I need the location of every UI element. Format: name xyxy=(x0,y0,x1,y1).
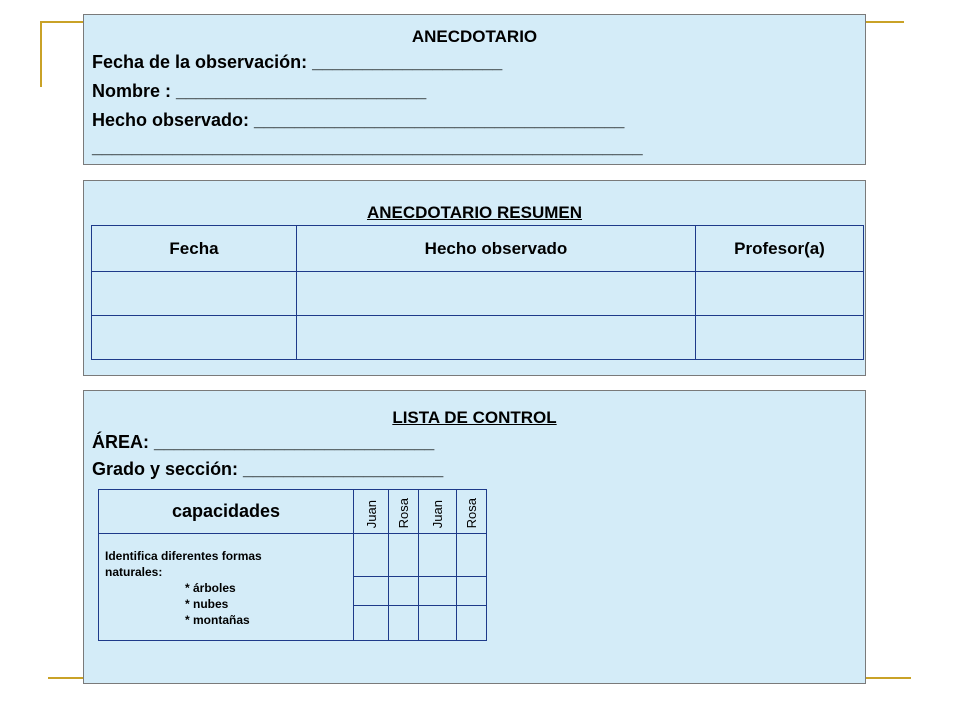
anecdotario-title: ANECDOTARIO xyxy=(411,27,538,46)
header-fecha: Fecha xyxy=(92,226,297,272)
frame-line-bottom-left xyxy=(48,677,84,679)
student-header-1 xyxy=(354,490,389,534)
check-cell[interactable] xyxy=(419,534,457,577)
check-cell[interactable] xyxy=(457,606,487,641)
check-cell[interactable] xyxy=(389,534,419,577)
capacidades-label: capacidades xyxy=(171,501,281,521)
check-cell[interactable] xyxy=(389,606,419,641)
capacidad-item xyxy=(99,534,354,641)
frame-line-top-left xyxy=(40,21,85,23)
cell-hecho-2[interactable] xyxy=(297,316,696,360)
capacidad-sub-3: * montañas xyxy=(185,613,250,627)
cell-profesor-1[interactable] xyxy=(696,272,864,316)
check-cell[interactable] xyxy=(457,577,487,606)
check-cell[interactable] xyxy=(354,534,389,577)
check-cell[interactable] xyxy=(419,606,457,641)
student-header-4 xyxy=(457,490,487,534)
check-cell[interactable] xyxy=(354,577,389,606)
student-name-1: Juan xyxy=(363,499,379,528)
nombre-field[interactable]: Nombre : _________________________ xyxy=(92,81,427,101)
student-name-3: Juan xyxy=(430,499,445,528)
area-field[interactable]: ÁREA: ____________________________ xyxy=(92,432,435,452)
student-header-3 xyxy=(419,490,457,534)
anecdotario-panel xyxy=(83,14,866,165)
lista-panel xyxy=(83,390,866,684)
header-hecho: Hecho observado xyxy=(297,226,696,272)
check-cell[interactable] xyxy=(354,606,389,641)
capacidades-header xyxy=(99,490,354,534)
student-name-4: Rosa xyxy=(464,497,479,528)
resumen-title: ANECDOTARIO RESUMEN xyxy=(366,203,583,222)
student-name-2: Rosa xyxy=(396,497,411,528)
resumen-panel xyxy=(83,180,866,376)
frame-line-bottom-right xyxy=(866,677,911,679)
capacidad-main: Identifica diferentes formas naturales: xyxy=(105,549,262,579)
fecha-field[interactable]: Fecha de la observación: ___________________ xyxy=(92,52,503,72)
blank-line[interactable]: _______________________________________________________ xyxy=(92,137,643,157)
check-cell[interactable] xyxy=(419,577,457,606)
cell-fecha-2[interactable] xyxy=(92,316,297,360)
student-header-2 xyxy=(389,490,419,534)
grado-field[interactable]: Grado y sección: ____________________ xyxy=(92,459,444,479)
cell-hecho-1[interactable] xyxy=(297,272,696,316)
check-cell[interactable] xyxy=(389,577,419,606)
capacidad-sub-2: * nubes xyxy=(185,597,229,611)
check-cell[interactable] xyxy=(457,534,487,577)
resumen-table xyxy=(91,225,864,360)
lista-title: LISTA DE CONTROL xyxy=(392,408,557,427)
header-profesor: Profesor(a) xyxy=(696,226,864,272)
frame-line-left xyxy=(40,21,42,87)
cell-profesor-2[interactable] xyxy=(696,316,864,360)
checklist-table xyxy=(98,489,487,641)
capacidad-sub-1: * árboles xyxy=(185,581,236,595)
hecho-field[interactable]: Hecho observado: _____________________________________ xyxy=(92,110,625,130)
cell-fecha-1[interactable] xyxy=(92,272,297,316)
frame-line-top-right xyxy=(866,21,904,23)
